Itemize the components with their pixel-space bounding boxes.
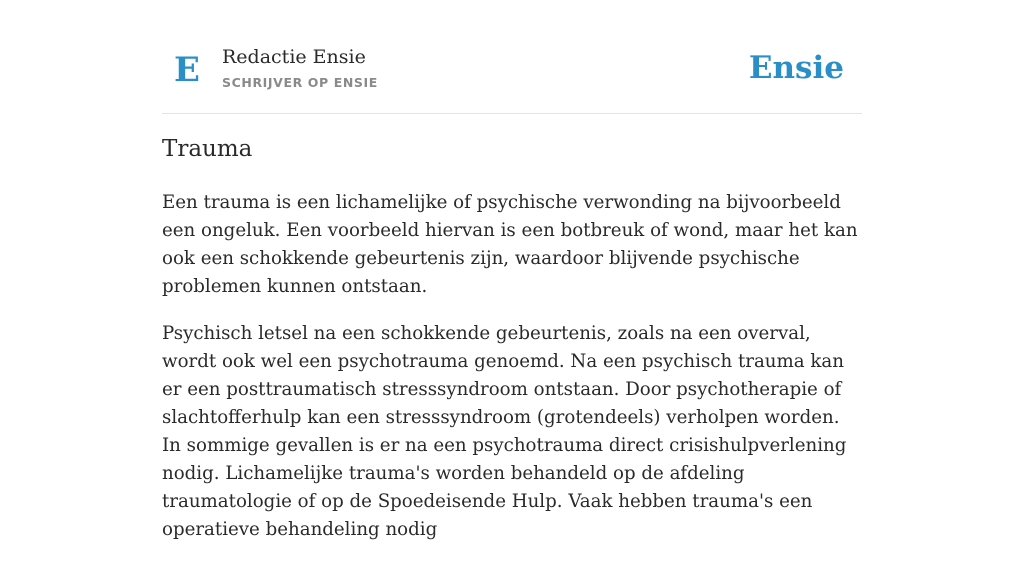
paragraph-2: Psychisch letsel na een schokkende gebeurtenis, zoals na een overval, wordt ook wel een psychotrauma genoemd. Na een psychisch trauma kan er een posttraumatisch stresssyndroom ontstaan. Door psychotherapie of slachtofferhulp kan een stresssyndroom (grotendeels) verholpen worden. In sommige gevallen is er na een psychotrauma direct crisishulpverlening nodig. Lichamelijke trauma's worden behandeld op de afdeling traumatologie of op de Spoedeisende Hulp. Vaak hebben trauma's een operatieve behandeling nodig — [162, 323, 847, 540]
author-name[interactable]: Redactie Ensie — [222, 46, 366, 68]
brand-logo[interactable]: Ensie — [748, 50, 844, 86]
article-body — [162, 189, 862, 563]
page-title: Trauma — [162, 136, 253, 162]
author-role: SCHRIJVER OP ENSIE — [222, 75, 378, 90]
author-header — [162, 40, 862, 114]
avatar[interactable]: E — [174, 50, 200, 90]
paragraph-1: Een trauma is een lichamelijke of psychische verwonding na bijvoorbeeld een ongeluk. Een voorbeeld hiervan is een botbreuk of wond, maar het kan ook een schokkende gebeurtenis zijn, waardoor blijvende psychische problemen kunnen ontstaan. — [162, 192, 858, 297]
